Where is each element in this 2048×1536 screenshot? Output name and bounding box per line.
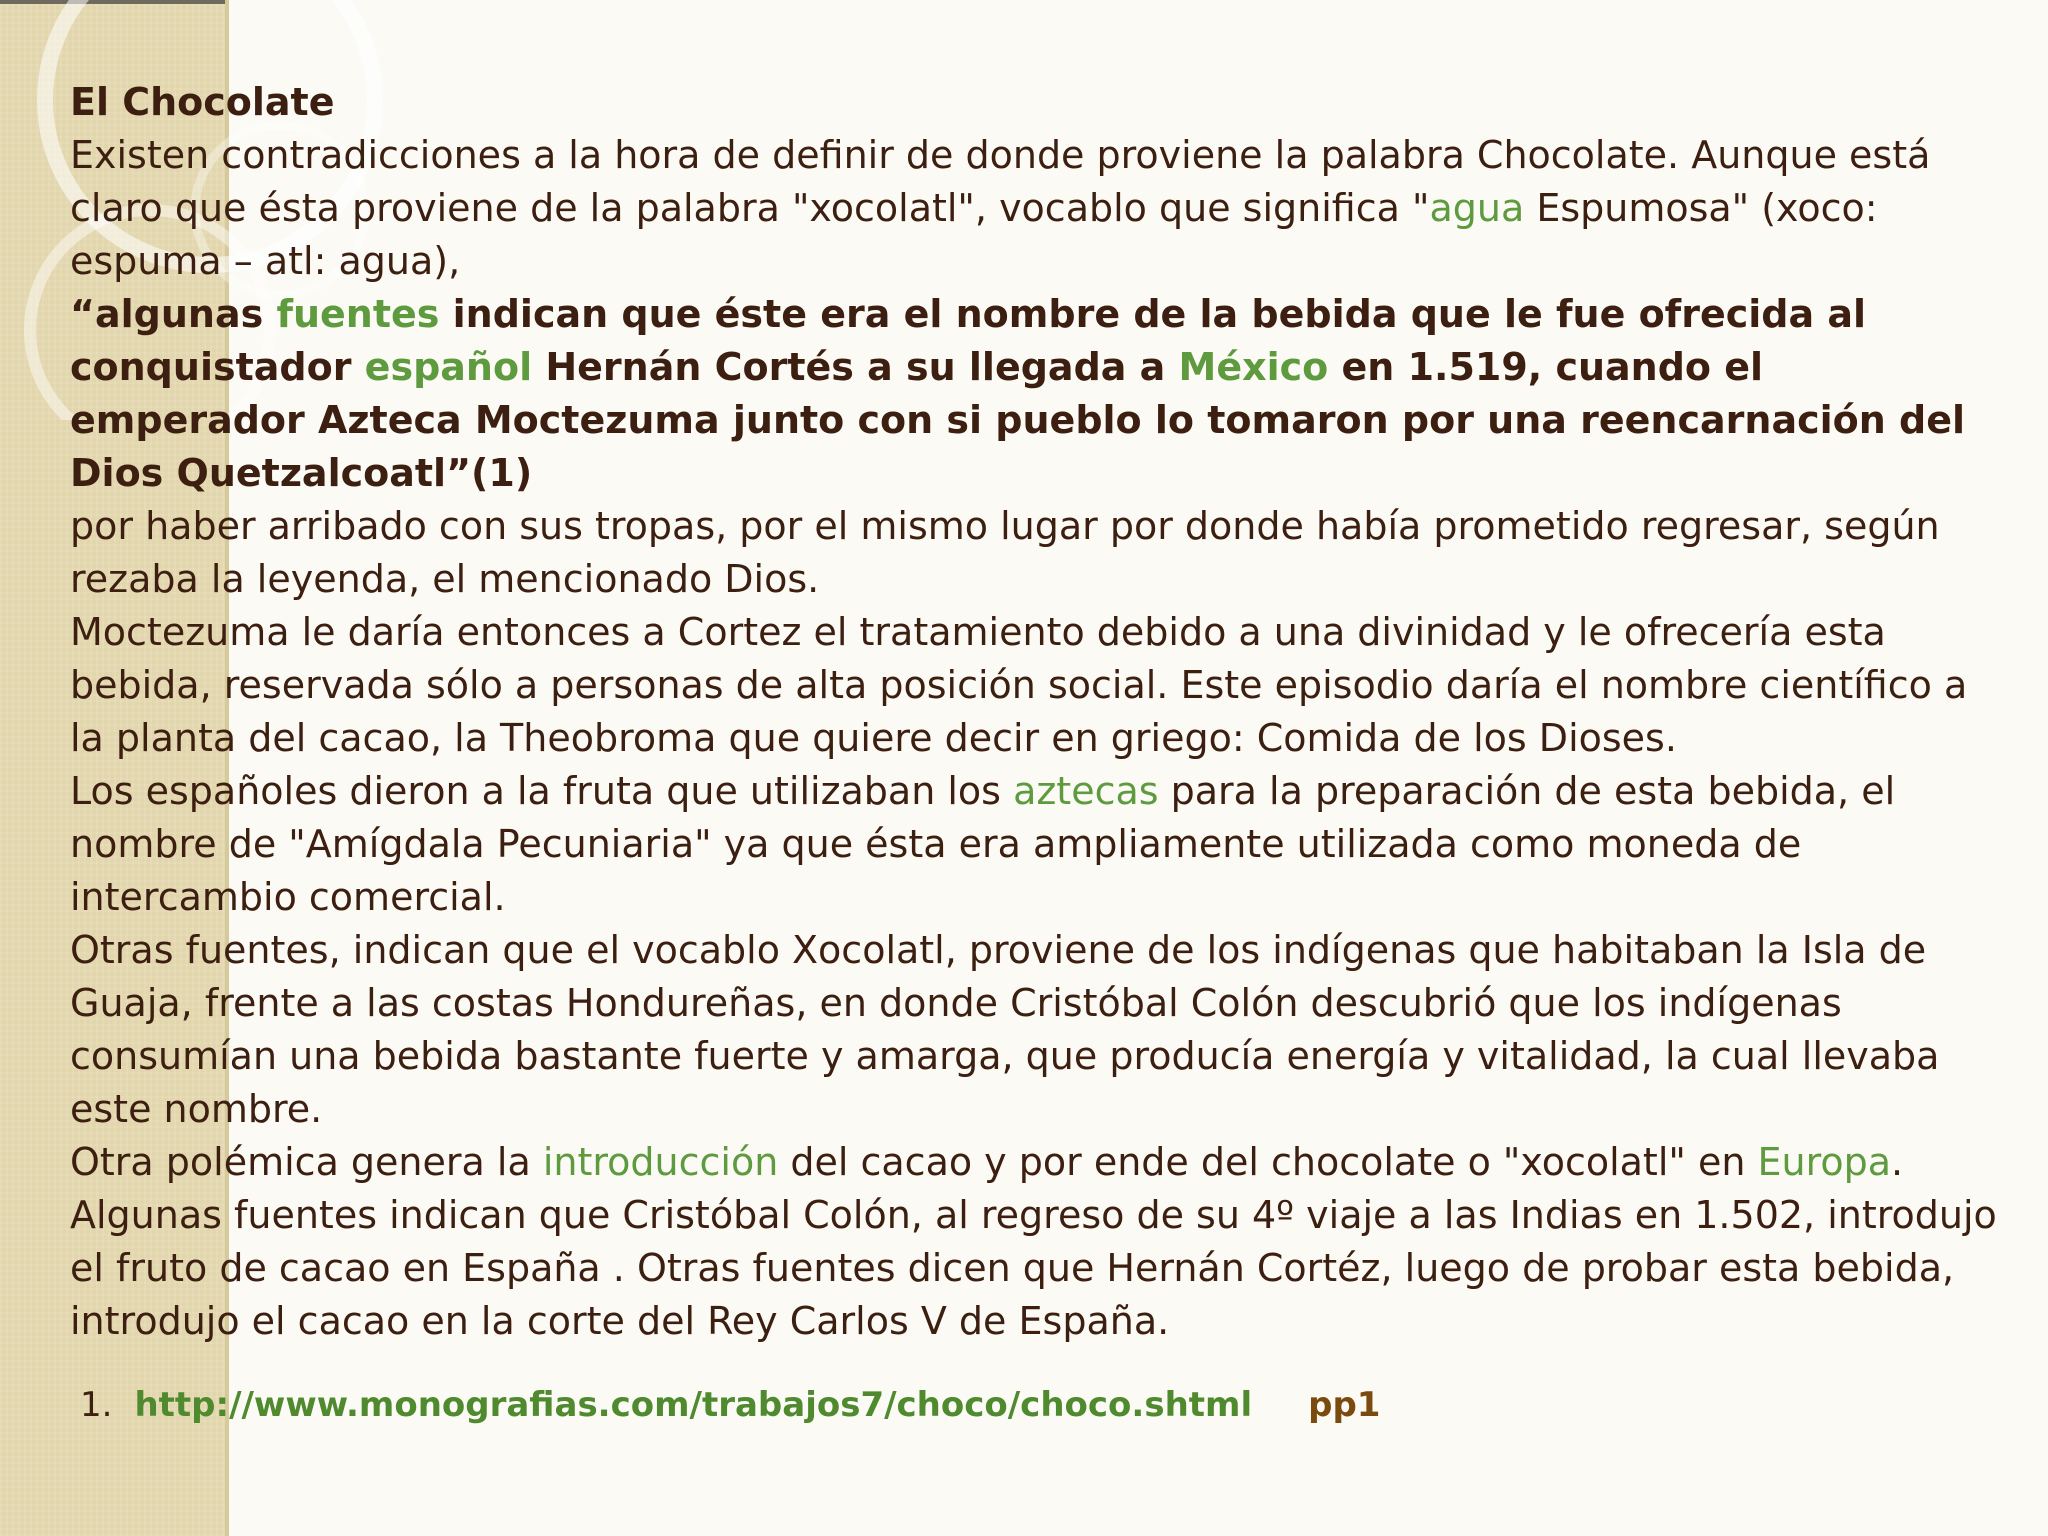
paragraph-colon: Algunas fuentes indican que Cristóbal Colón, al regreso de su 4º viaje a las Indias en 1.502, introdujo el fruto de cacao en España . Otras fuentes dicen que Hernán Cortéz, luego de probar esta bebida, introdujo el cacao en la corte del Rey Carlos V de España. (70, 1193, 1997, 1343)
text-run: en 1.519, cuando el emperador Azteca Moctezuma junto con si pueblo lo tomaron por una reencarnación del Dios Quetzalcoatl”(1) (70, 345, 1966, 495)
text-run: para la preparación de esta bebida, el nombre de "Amígdala Pecuniaria" ya que ésta era ampliamente utilizada como moneda de intercambio comercial. (70, 769, 1896, 919)
link-agua[interactable]: agua (1429, 186, 1525, 230)
text-run: Espumosa" (xoco: espuma – atl: agua), (70, 186, 1878, 283)
text-run: . (1891, 1140, 1904, 1184)
paragraph-polemica (70, 1136, 2010, 1189)
text-run: Hernán Cortés a su llegada a (532, 345, 1179, 389)
link-mexico[interactable]: México (1178, 345, 1329, 389)
link-introduccion[interactable]: introducción (542, 1140, 779, 1184)
slide-title: El Chocolate (70, 80, 335, 124)
link-aztecas[interactable]: aztecas (1013, 769, 1159, 813)
paragraph-amigdala (70, 765, 2010, 924)
text-run: del cacao y por ende del chocolate o "xocolatl" en (778, 1140, 1758, 1184)
text-run: Existen contradicciones a la hora de definir de donde proviene la palabra Chocolate. Aunque está claro que ésta proviene de la palabra "xocolatl", vocablo que significa " (70, 133, 1931, 230)
footnote-link[interactable]: http://www.monografias.com/trabajos7/choco/choco.shtml (134, 1385, 1253, 1425)
text-run: Los españoles dieron a la fruta que utilizaban los (70, 769, 1014, 813)
paragraph-origin (70, 129, 2010, 288)
paragraph-moctezuma: Moctezuma le daría entonces a Cortez el tratamiento debido a una divinidad y le ofrecería esta bebida, reservada sólo a personas de alta posición social. Este episodio daría el nombre científico a la planta del cacao, la Theobroma que quiere decir en griego: Comida de los Dioses. (70, 610, 1968, 760)
text-run: indican que éste era el nombre de la bebida que le fue ofrecida al conquistador (70, 292, 1867, 389)
page-reference: pp1 (1308, 1385, 1381, 1425)
footnote-number: 1. (80, 1385, 113, 1425)
link-espanol[interactable]: español (364, 345, 533, 389)
quote-paragraph (70, 288, 2010, 500)
paragraph-guaja: Otras fuentes, indican que el vocablo Xocolatl, proviene de los indígenas que habitaban la Isla de Guaja, frente a las costas Hondureñas, en donde Cristóbal Colón descubrió que los indígenas consumían una bebida bastante fuerte y amarga, que producía energía y vitalidad, la cual llevaba este nombre. (70, 928, 1940, 1131)
slide-body (70, 76, 2010, 1348)
link-europa[interactable]: Europa (1757, 1140, 1892, 1184)
text-run: Otra polémica genera la (70, 1140, 543, 1184)
footnote (80, 1385, 1380, 1425)
paragraph-arrival: por haber arribado con sus tropas, por el mismo lugar por donde había prometido regresar, según rezaba la leyenda, el mencionado Dios. (70, 504, 1940, 601)
link-fuentes[interactable]: fuentes (276, 292, 440, 336)
text-run: “algunas (70, 292, 277, 336)
